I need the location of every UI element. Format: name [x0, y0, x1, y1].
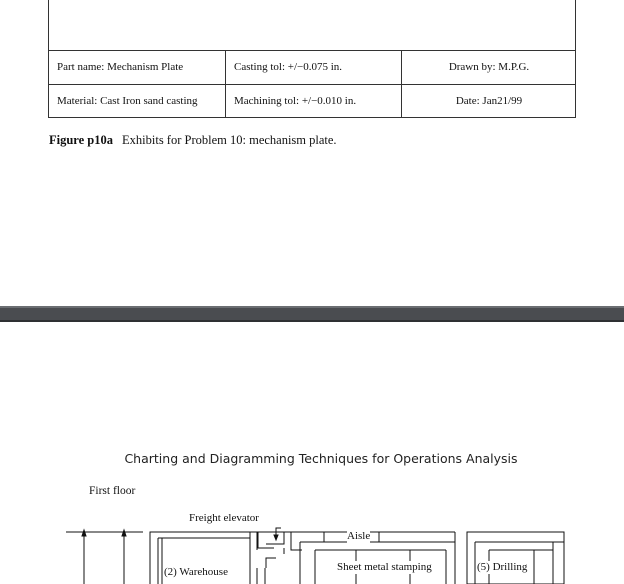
figure-caption: [49, 133, 337, 148]
stamping-label: Sheet metal stamping: [337, 561, 432, 573]
date-cell: Date: Jan21/99: [401, 85, 576, 118]
machining-tolerance-cell: Machining tol: +/−0.010 in.: [225, 85, 401, 118]
page-divider: [0, 306, 624, 322]
drilling-label: (5) Drilling: [477, 561, 528, 573]
title-block-row: [49, 84, 576, 118]
floor-plan-room: [467, 532, 564, 584]
casting-tolerance-cell: Casting tol: +/−0.075 in.: [225, 51, 401, 84]
running-head: Charting and Diagramming Techniques for Operations Analysis: [124, 451, 518, 466]
arrow-head-icon: [274, 535, 278, 540]
figure-caption-text: Exhibits for Problem 10: mechanism plate.: [122, 133, 337, 147]
drawn-by-cell: Drawn by: M.P.G.: [401, 51, 576, 84]
arrow-head-icon: [82, 530, 86, 536]
title-block-row: [49, 50, 576, 84]
freight-elevator-label: Freight elevator: [189, 512, 259, 524]
elevator-shaft: [266, 558, 276, 568]
drawing-title-block: [48, 0, 576, 118]
warehouse-label: (2) Warehouse: [164, 566, 228, 578]
floor-plan: [0, 322, 624, 584]
elevator-shaft: [258, 532, 274, 548]
material-cell: Material: Cast Iron sand casting: [57, 95, 198, 107]
arrow-head-icon: [122, 530, 126, 536]
part-name-cell: Part name: Mechanism Plate: [57, 61, 184, 73]
floor-label: First floor: [89, 485, 136, 497]
figure-label: Figure p10a: [49, 133, 114, 147]
document-page-lower: [0, 322, 624, 584]
aisle-label: Aisle: [347, 530, 371, 542]
